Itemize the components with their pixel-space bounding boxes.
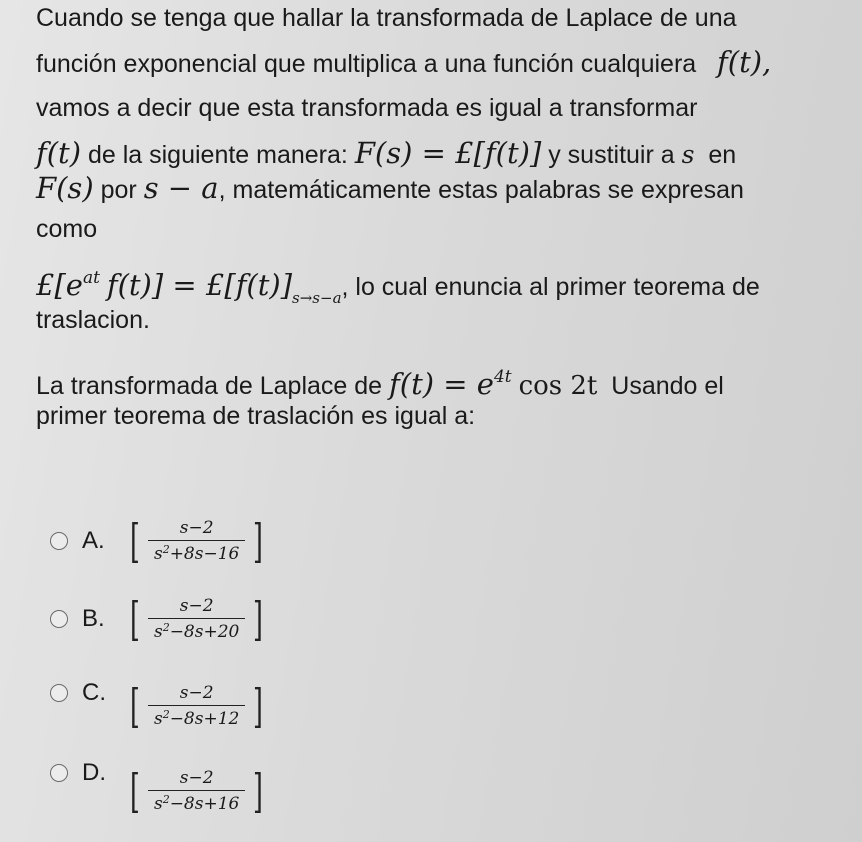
left-bracket: [ xyxy=(130,592,140,646)
option-d-letter: D. xyxy=(82,759,106,786)
fraction xyxy=(148,768,245,814)
numerator: s−2 xyxy=(179,518,214,538)
numerator: s−2 xyxy=(179,683,214,703)
intro-line-4-text-a: de la siguiente manera: xyxy=(87,141,348,169)
question-line-2: primer teorema de traslación es igual a: xyxy=(36,402,476,430)
intro-line-5-text-a: por xyxy=(100,176,137,204)
intro-line-5-math-a: F(s) xyxy=(36,171,94,205)
numerator: s−2 xyxy=(179,768,214,788)
right-bracket: ] xyxy=(253,764,264,818)
intro-line-4-text-b: y sustituir a xyxy=(548,141,675,169)
question-line-1-math-b: cos 2t xyxy=(518,371,598,401)
intro-line-4-math-a: f(t) xyxy=(36,136,82,170)
radio-button-c[interactable] xyxy=(50,684,68,702)
option-d[interactable] xyxy=(50,748,267,818)
question-line-1-text-a: La transformada de Laplace de xyxy=(36,372,383,400)
intro-line-7-text: , lo cual enuncia al primer teorema de xyxy=(341,273,760,301)
option-b-expression xyxy=(126,592,267,646)
radio-button-b[interactable] xyxy=(50,610,68,628)
right-bracket: ] xyxy=(253,679,264,733)
intro-line-6: como xyxy=(36,215,98,243)
intro-line-5-math-b: s − a xyxy=(143,171,219,205)
intro-line-4-text-c: en xyxy=(708,141,737,169)
option-b-letter: B. xyxy=(82,605,105,632)
fraction xyxy=(148,518,245,564)
intro-line-4-math-c: s xyxy=(681,140,695,169)
intro-line-7-sub: s→s−a xyxy=(292,289,342,307)
question-line-1-math-a: f(t) = e xyxy=(389,367,494,401)
option-a-expression xyxy=(126,514,267,568)
intro-line-4-math-b: F(s) = £[f(t)] xyxy=(354,136,542,170)
denominator: $s^2-8s+20$ xyxy=(148,618,245,642)
numerator: s−2 xyxy=(179,596,214,616)
fraction xyxy=(148,683,245,729)
right-bracket: ] xyxy=(253,514,264,568)
fraction xyxy=(148,596,245,642)
intro-line-3: vamos a decir que esta transformada es igual a transformar xyxy=(36,94,698,122)
question-line-1 xyxy=(36,361,724,402)
right-bracket: ] xyxy=(253,592,264,646)
intro-line-1: Cuando se tenga que hallar la transformada de Laplace de una xyxy=(36,4,737,32)
intro-line-5 xyxy=(36,172,744,206)
option-c-letter: C. xyxy=(82,679,106,706)
left-bracket: [ xyxy=(130,764,140,818)
left-bracket: [ xyxy=(130,679,140,733)
intro-line-2-text: función exponencial que multiplica a una función cualquiera xyxy=(36,50,697,78)
option-a[interactable] xyxy=(50,516,267,566)
option-c-expression xyxy=(126,679,267,733)
radio-button-a[interactable] xyxy=(50,532,68,550)
denominator: $s^2-8s+12$ xyxy=(148,705,245,729)
question-line-1-sup: 4t xyxy=(493,367,512,387)
intro-line-2-math: f(t), xyxy=(717,45,772,79)
denominator: $s^2-8s+16$ xyxy=(148,790,245,814)
intro-line-7-math-a: £[e xyxy=(36,268,83,302)
intro-line-5-text-b: , matemáticamente estas palabras se expresan xyxy=(218,176,744,204)
option-a-letter: A. xyxy=(82,527,105,554)
left-bracket: [ xyxy=(130,514,140,568)
question-line-1-text-b: Usando el xyxy=(611,372,724,400)
option-c[interactable] xyxy=(50,668,267,733)
intro-line-8: traslacion. xyxy=(36,306,150,334)
intro-line-2 xyxy=(36,46,771,80)
denominator: $s^2+8s-16$ xyxy=(148,540,245,564)
option-b[interactable] xyxy=(50,594,267,644)
intro-line-4 xyxy=(36,137,736,171)
intro-line-7-sup: at xyxy=(82,268,100,288)
radio-button-d[interactable] xyxy=(50,764,68,782)
intro-line-7-math-b: f(t)] = £[f(t)] xyxy=(106,268,293,302)
option-d-expression xyxy=(126,764,267,818)
